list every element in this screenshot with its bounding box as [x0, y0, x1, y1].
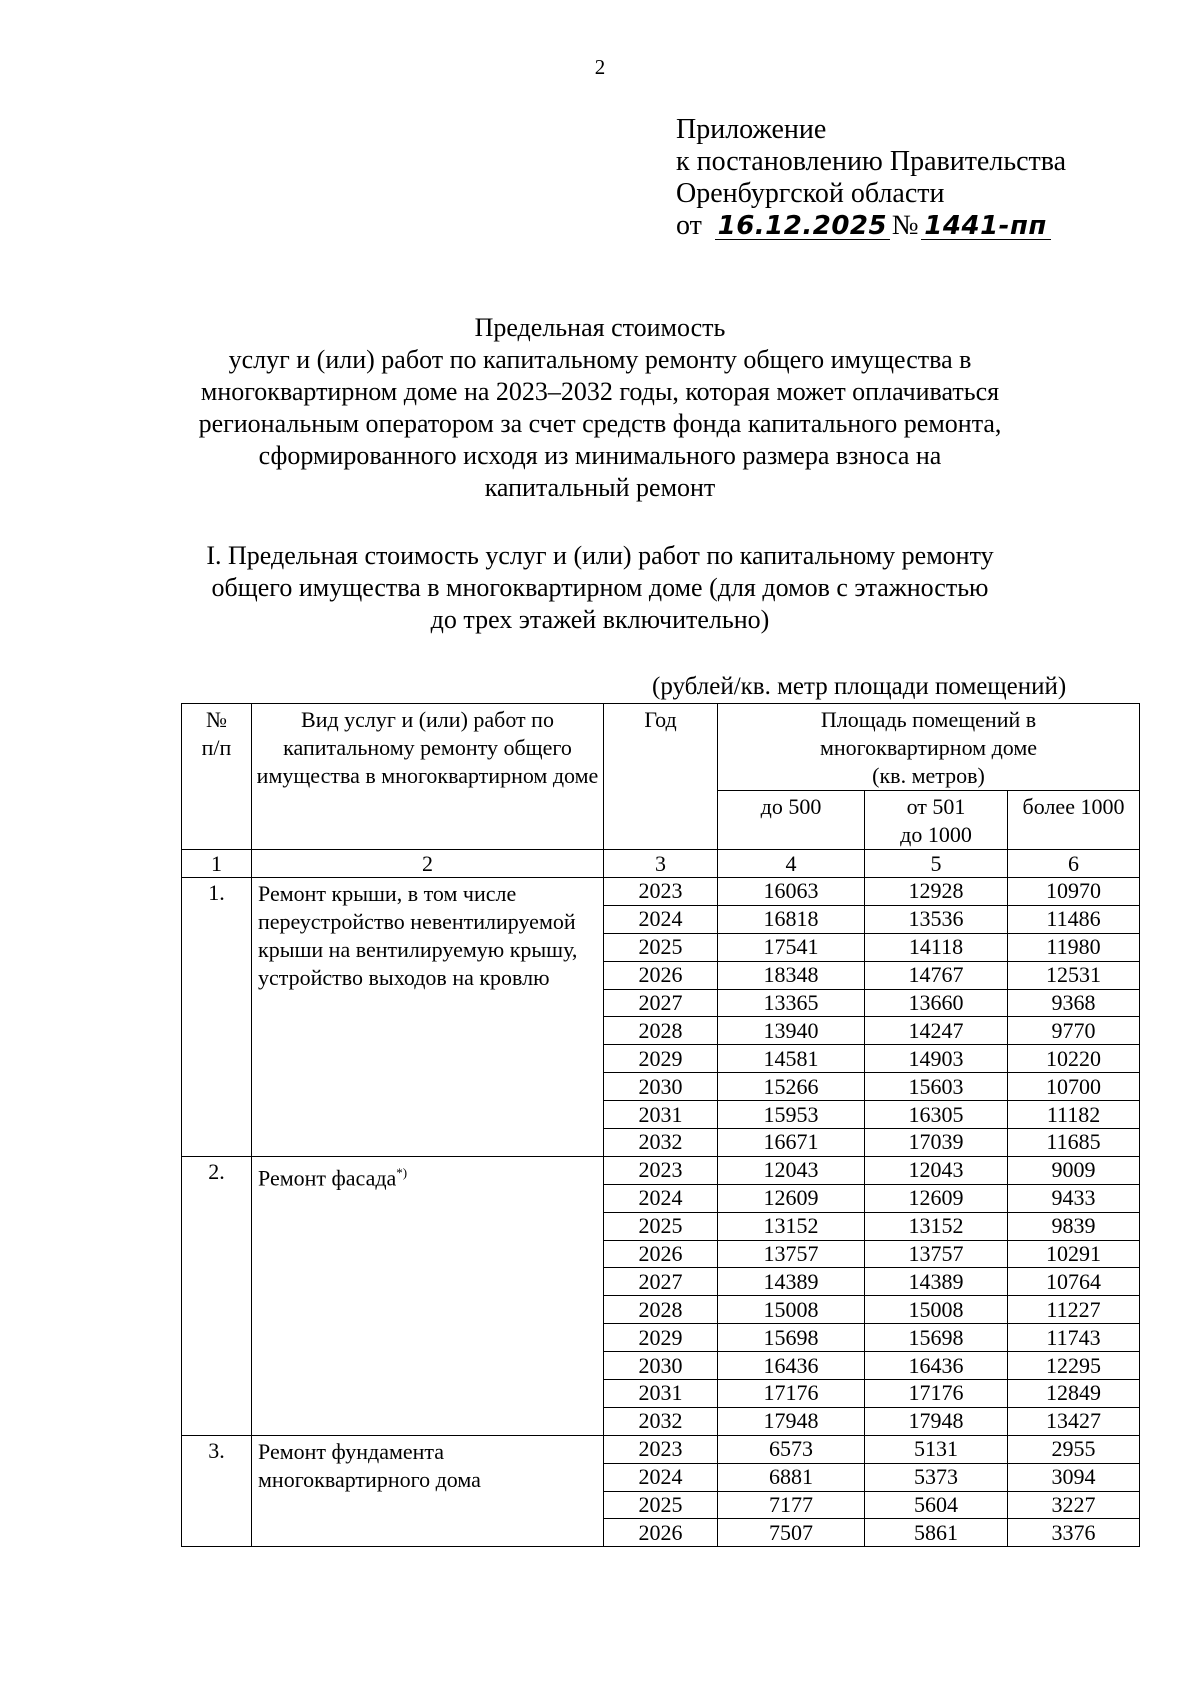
cost-upto-500: 16671	[718, 1129, 865, 1157]
cost-over-1000: 9839	[1008, 1212, 1140, 1240]
column-number: 2	[252, 850, 604, 878]
cost-over-1000: 11227	[1008, 1296, 1140, 1324]
year-cell: 2025	[604, 1212, 718, 1240]
date-field	[715, 213, 890, 240]
cost-upto-500: 6881	[718, 1463, 865, 1491]
cost-501-1000: 12609	[865, 1184, 1008, 1212]
page-number: 2	[594, 55, 606, 79]
cost-over-1000: 10291	[1008, 1240, 1140, 1268]
year-cell: 2024	[604, 905, 718, 933]
cost-upto-500: 14581	[718, 1045, 865, 1073]
cost-upto-500: 17541	[718, 933, 865, 961]
column-number: 1	[182, 850, 252, 878]
column-number: 4	[718, 850, 865, 878]
header-501-1000	[865, 791, 1008, 850]
cost-over-1000: 9770	[1008, 1017, 1140, 1045]
document-title	[0, 312, 1200, 504]
year-cell: 2026	[604, 961, 718, 989]
handwritten-date: 16.12.2025	[717, 211, 888, 241]
appendix-line-3: Оренбургской области	[676, 178, 945, 209]
title-line-3: многоквартирном доме на 2023–2032 годы, которая может оплачиваться	[200, 377, 1000, 406]
cost-501-1000: 5861	[865, 1519, 1008, 1547]
work-type	[252, 878, 604, 1157]
header-over-1000: более 1000	[1008, 791, 1140, 850]
cost-over-1000: 10700	[1008, 1073, 1140, 1101]
cost-upto-500: 16818	[718, 905, 865, 933]
cost-upto-500: 14389	[718, 1268, 865, 1296]
year-cell: 2029	[604, 1045, 718, 1073]
year-cell: 2025	[604, 933, 718, 961]
cost-over-1000: 11743	[1008, 1324, 1140, 1352]
header-work-type: Вид услуг и (или) работ по капитальному ремонту общего имущества в многоквартирном доме	[252, 704, 604, 850]
year-cell: 2027	[604, 1268, 718, 1296]
cost-501-1000: 17039	[865, 1129, 1008, 1157]
cost-upto-500: 18348	[718, 961, 865, 989]
cost-501-1000: 5373	[865, 1463, 1008, 1491]
cost-501-1000: 12928	[865, 878, 1008, 906]
cost-upto-500: 7507	[718, 1519, 865, 1547]
item-number: 1.	[182, 878, 252, 1157]
cost-501-1000: 14118	[865, 933, 1008, 961]
year-cell: 2024	[604, 1184, 718, 1212]
cost-501-1000: 13660	[865, 989, 1008, 1017]
cost-upto-500: 15266	[718, 1073, 865, 1101]
date-prefix: от	[676, 210, 702, 241]
year-cell: 2031	[604, 1380, 718, 1408]
cost-upto-500: 13365	[718, 989, 865, 1017]
cost-501-1000: 14389	[865, 1268, 1008, 1296]
title-line-1: Предельная стоимость	[474, 313, 726, 342]
section-line-3: до трех этажей включительно)	[430, 605, 770, 634]
cost-upto-500: 12043	[718, 1156, 865, 1184]
cost-over-1000: 10970	[1008, 878, 1140, 906]
year-cell: 2028	[604, 1017, 718, 1045]
cost-upto-500: 17948	[718, 1407, 865, 1435]
cost-501-1000: 15008	[865, 1296, 1008, 1324]
year-cell: 2023	[604, 1156, 718, 1184]
year-cell: 2028	[604, 1296, 718, 1324]
handwritten-number: 1441-пп	[924, 211, 1047, 241]
cost-over-1000: 12849	[1008, 1380, 1140, 1408]
item-number: 2.	[182, 1156, 252, 1435]
cost-over-1000: 3376	[1008, 1519, 1140, 1547]
cost-upto-500: 15008	[718, 1296, 865, 1324]
year-cell: 2027	[604, 989, 718, 1017]
cost-501-1000: 17948	[865, 1407, 1008, 1435]
cost-501-1000: 15603	[865, 1073, 1008, 1101]
table-body	[182, 878, 1140, 1547]
header-area-line-2: многоквартирном доме	[819, 735, 1038, 760]
cost-501-1000: 14247	[865, 1017, 1008, 1045]
cost-over-1000: 9433	[1008, 1184, 1140, 1212]
cost-over-1000: 9009	[1008, 1156, 1140, 1184]
year-cell: 2032	[604, 1129, 718, 1157]
appendix-date-line	[676, 210, 1066, 242]
table-row	[182, 878, 1140, 906]
cost-over-1000: 12531	[1008, 961, 1140, 989]
section-heading	[0, 540, 1200, 636]
cost-over-1000: 3227	[1008, 1491, 1140, 1519]
cost-over-1000: 11486	[1008, 905, 1140, 933]
cost-501-1000: 14767	[865, 961, 1008, 989]
header-501-line-2: до 1000	[900, 822, 972, 847]
cost-501-1000: 5604	[865, 1491, 1008, 1519]
cost-over-1000: 10220	[1008, 1045, 1140, 1073]
item-number: 3.	[182, 1435, 252, 1547]
title-line-2: услуг и (или) работ по капитальному ремонту общего имущества в	[228, 345, 972, 374]
cost-upto-500: 15953	[718, 1101, 865, 1129]
table-row	[182, 1435, 1140, 1463]
cost-over-1000: 12295	[1008, 1352, 1140, 1380]
work-type-name: Ремонт фасада	[258, 1165, 397, 1191]
header-area-line-3: (кв. метров)	[872, 763, 985, 788]
section-line-2: общего имущества в многоквартирном доме (для домов с этажностью	[211, 573, 989, 602]
title-line-4: региональным оператором за счет средств фонда капитального ремонта,	[198, 409, 1002, 438]
year-cell: 2025	[604, 1491, 718, 1519]
footnote-mark: *)	[396, 1164, 408, 1180]
year-cell: 2023	[604, 878, 718, 906]
cost-501-1000: 17176	[865, 1380, 1008, 1408]
header-area-line-1: Площадь помещений в	[820, 707, 1037, 732]
number-prefix: №	[891, 210, 919, 241]
year-cell: 2024	[604, 1463, 718, 1491]
cost-501-1000: 13757	[865, 1240, 1008, 1268]
cost-501-1000: 16305	[865, 1101, 1008, 1129]
cost-over-1000: 9368	[1008, 989, 1140, 1017]
header-no-line-1: №	[206, 707, 227, 732]
cost-over-1000: 13427	[1008, 1407, 1140, 1435]
title-line-5: сформированного исходя из минимального размера взноса на	[258, 441, 942, 470]
title-line-6: капитальный ремонт	[484, 473, 716, 502]
appendix-block	[676, 114, 1066, 242]
cost-upto-500: 7177	[718, 1491, 865, 1519]
cost-over-1000: 11685	[1008, 1129, 1140, 1157]
year-cell: 2031	[604, 1101, 718, 1129]
cost-501-1000: 16436	[865, 1352, 1008, 1380]
year-cell: 2026	[604, 1240, 718, 1268]
cost-501-1000: 13152	[865, 1212, 1008, 1240]
header-no-line-2: п/п	[201, 735, 232, 760]
cost-upto-500: 13757	[718, 1240, 865, 1268]
cost-501-1000: 13536	[865, 905, 1008, 933]
year-cell: 2030	[604, 1352, 718, 1380]
units-note: (рублей/кв. метр площади помещений)	[652, 673, 1067, 700]
cost-501-1000: 15698	[865, 1324, 1008, 1352]
header-year: Год	[604, 704, 718, 850]
table-row	[182, 1156, 1140, 1184]
column-number: 6	[1008, 850, 1140, 878]
cost-upto-500: 13152	[718, 1212, 865, 1240]
header-no	[182, 704, 252, 850]
cost-upto-500: 17176	[718, 1380, 865, 1408]
cost-501-1000: 14903	[865, 1045, 1008, 1073]
cost-upto-500: 16063	[718, 878, 865, 906]
appendix-line-2: к постановлению Правительства	[676, 146, 1067, 177]
column-number: 3	[604, 850, 718, 878]
header-upto-500: до 500	[718, 791, 865, 850]
work-type	[252, 1156, 604, 1435]
column-number: 5	[865, 850, 1008, 878]
header-area	[718, 704, 1140, 791]
cost-upto-500: 16436	[718, 1352, 865, 1380]
cost-upto-500: 6573	[718, 1435, 865, 1463]
cost-over-1000: 3094	[1008, 1463, 1140, 1491]
column-numbers-row	[182, 850, 1140, 878]
cost-table-wrapper	[181, 703, 1140, 1547]
cost-over-1000: 2955	[1008, 1435, 1140, 1463]
cost-table	[181, 703, 1140, 1547]
year-cell: 2029	[604, 1324, 718, 1352]
year-cell: 2023	[604, 1435, 718, 1463]
cost-over-1000: 11182	[1008, 1101, 1140, 1129]
cost-upto-500: 15698	[718, 1324, 865, 1352]
work-type	[252, 1435, 604, 1547]
cost-upto-500: 13940	[718, 1017, 865, 1045]
cost-501-1000: 5131	[865, 1435, 1008, 1463]
header-501-line-1: от 501	[906, 794, 966, 819]
work-type-name: Ремонт крыши, в том числе переустройство невентилируемой крыши на вентилируемую крышу, устройство выходов на кровлю	[258, 881, 578, 990]
year-cell: 2026	[604, 1519, 718, 1547]
appendix-line-1: Приложение	[676, 114, 827, 145]
cost-over-1000: 11980	[1008, 933, 1140, 961]
cost-501-1000: 12043	[865, 1156, 1008, 1184]
year-cell: 2030	[604, 1073, 718, 1101]
number-field	[921, 213, 1051, 240]
year-cell: 2032	[604, 1407, 718, 1435]
cost-over-1000: 10764	[1008, 1268, 1140, 1296]
cost-upto-500: 12609	[718, 1184, 865, 1212]
work-type-name: Ремонт фундамента многоквартирного дома	[258, 1438, 481, 1492]
section-line-1: I. Предельная стоимость услуг и (или) работ по капитальному ремонту	[206, 541, 994, 570]
